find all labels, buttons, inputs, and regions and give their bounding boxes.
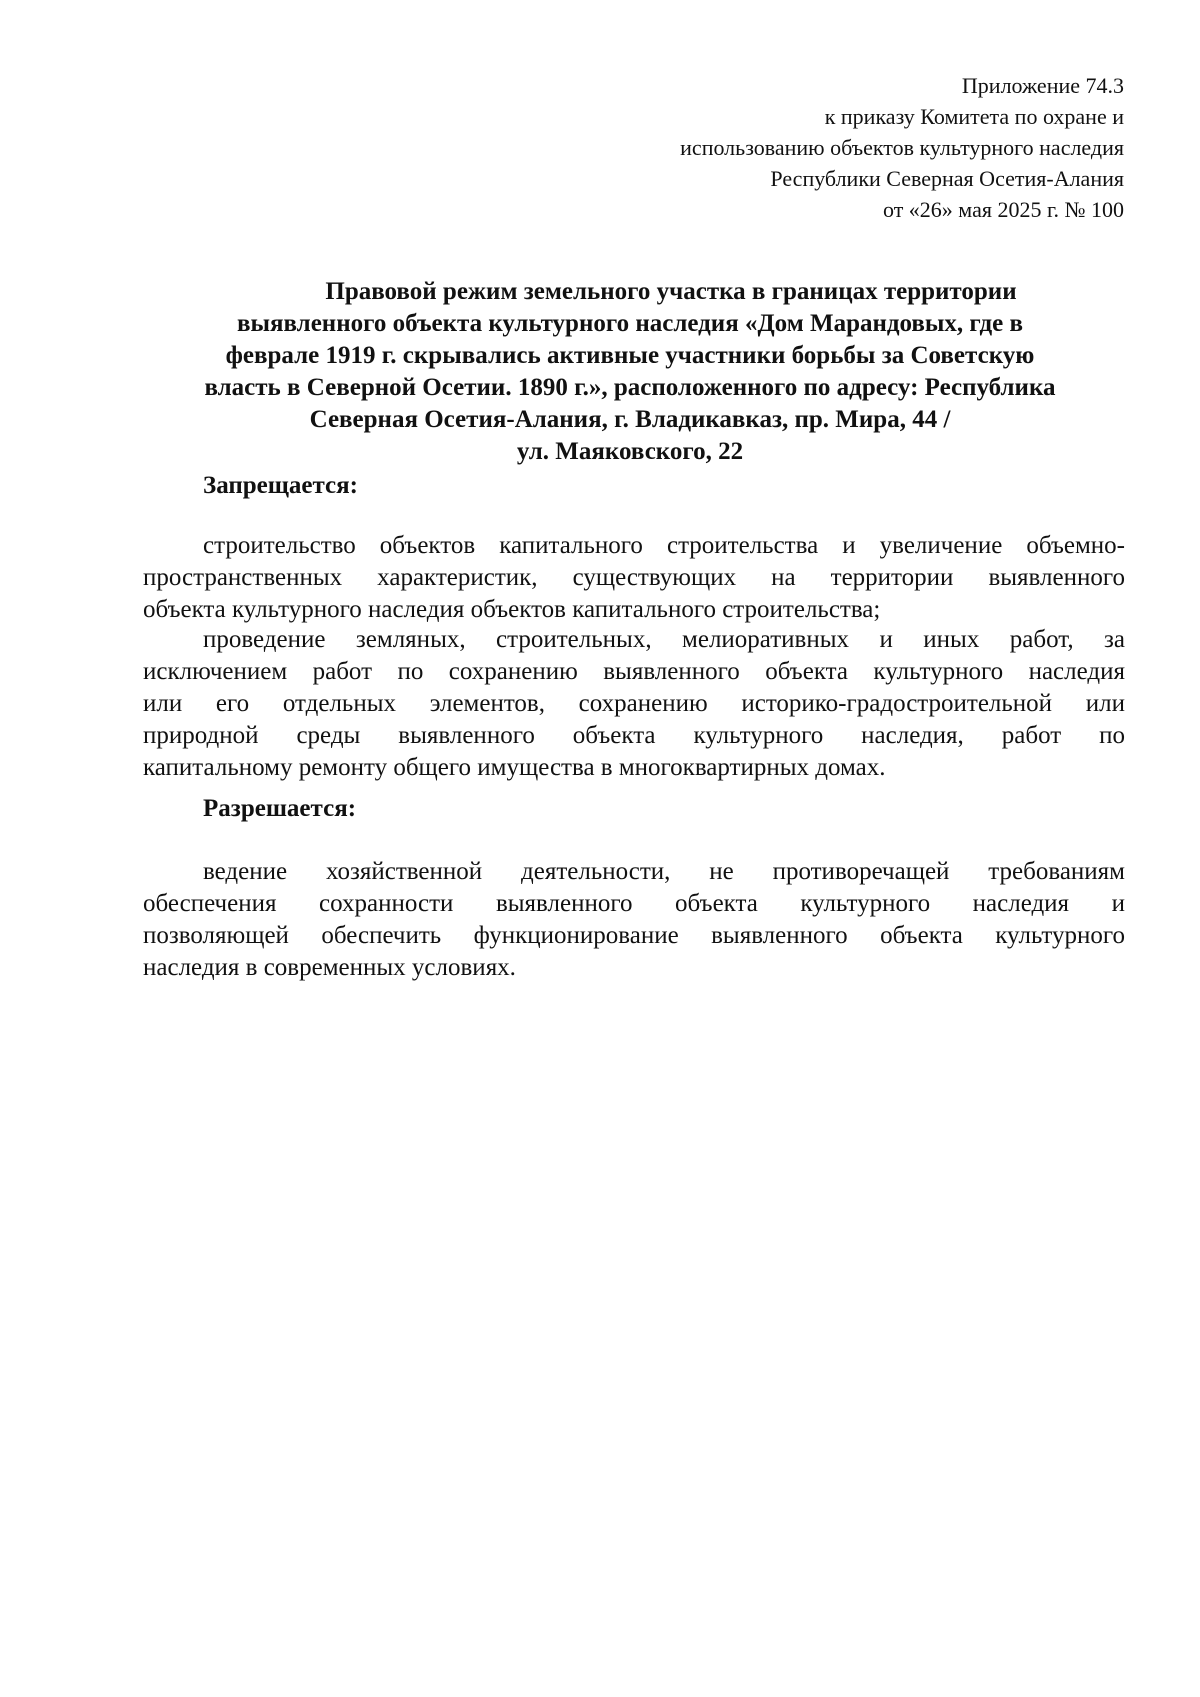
appendix-order-ref: к приказу Комитета по охране и: [824, 104, 1124, 129]
allowed-paragraph-activity: [143, 856, 1125, 984]
paragraph-line: исключением работ по сохранению выявленного объекта культурного наследия: [143, 658, 1125, 685]
paragraph-line: наследия в современных условиях.: [143, 954, 516, 981]
paragraph-line: ведение хозяйственной деятельности, не противоречащей требованиям: [203, 858, 1125, 885]
paragraph-line: позволяющей обеспечить функционирование выявленного объекта культурного: [143, 922, 1125, 949]
prohibited-heading: Запрещается:: [203, 472, 359, 499]
title-line: Северная Осетия-Алания, г. Владикавказ, пр. Мира, 44 /: [309, 406, 951, 433]
title-line: власть в Северной Осетии. 1890 г.», расположенного по адресу: Республика: [204, 374, 1056, 401]
paragraph-line: проведение земляных, строительных, мелиоративных и иных работ, за: [203, 626, 1125, 653]
appendix-committee-name: использованию объектов культурного наследия: [680, 135, 1124, 160]
paragraph-line: природной среды выявленного объекта культурного наследия, работ по: [143, 722, 1125, 749]
prohibited-paragraph-works: [143, 624, 1125, 784]
paragraph-line: объекта культурного наследия объектов капитального строительства;: [143, 596, 881, 623]
paragraph-line: строительство объектов капитального строительства и увеличение объемно-: [203, 532, 1125, 559]
prohibited-paragraph-construction: [143, 530, 1125, 626]
title-line: выявленного объекта культурного наследия «Дом Марандовых, где в: [236, 310, 1024, 337]
appendix-header: [564, 70, 1124, 225]
appendix-number: Приложение 74.3: [961, 73, 1124, 98]
appendix-order-date: от «26» мая 2025 г. № 100: [882, 197, 1124, 222]
allowed-heading: Разрешается:: [203, 795, 357, 822]
paragraph-line: или его отдельных элементов, сохранению историко-градостроительной или: [143, 690, 1125, 717]
paragraph-line: капитальному ремонту общего имущества в многоквартирных домах.: [143, 754, 886, 781]
title-line: феврале 1919 г. скрывались активные участники борьбы за Советскую: [225, 342, 1035, 369]
title-line: Правовой режим земельного участка в границах территории: [325, 278, 1017, 305]
paragraph-line: пространственных характеристик, существующих на территории выявленного: [143, 564, 1125, 591]
document-title: [140, 276, 1120, 468]
appendix-republic-name: Республики Северная Осетия-Алания: [770, 166, 1124, 191]
title-line: ул. Маяковского, 22: [516, 438, 744, 465]
paragraph-line: обеспечения сохранности выявленного объекта культурного наследия и: [143, 890, 1125, 917]
